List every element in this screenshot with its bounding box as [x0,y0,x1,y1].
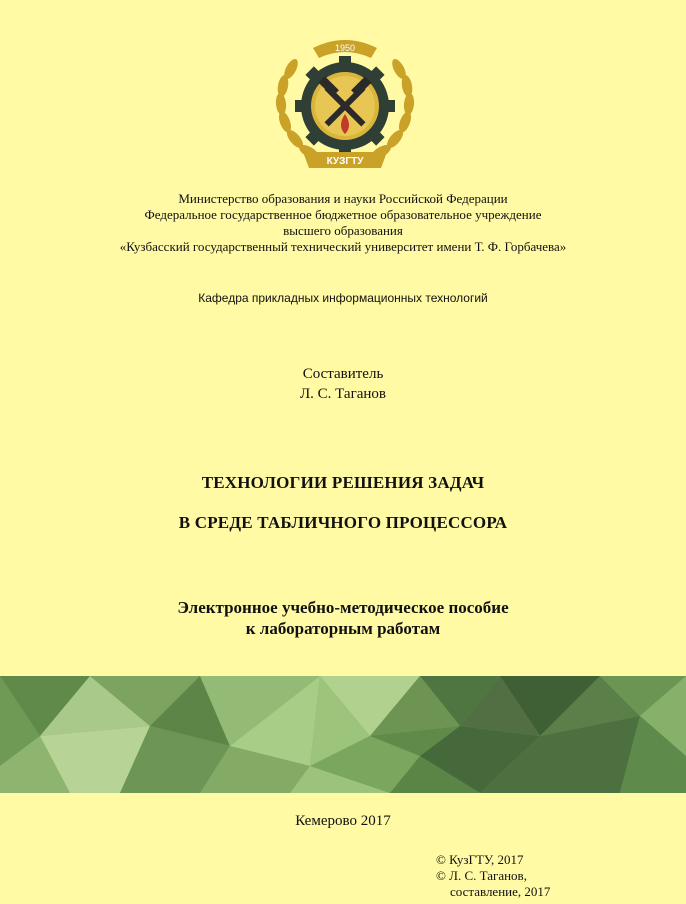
compiler-label: Составитель [302,366,384,382]
emblem-year: 1950 [334,43,356,53]
institution-type-line: Федеральное государственное бюджетное образовательное учреждение [144,207,542,222]
document-title-line1: ТЕХНОЛОГИИ РЕШЕНИЯ ЗАДАЧ [201,473,485,492]
copyright-compilation: составление, 2017 [450,884,551,899]
copyright-author: © Л. С. Таганов, [436,868,527,883]
document-title-line2: В СРЕДЕ ТАБЛИЧНОГО ПРОЦЕССОРА [178,513,508,532]
education-level-line: высшего образования [283,223,403,238]
department-name: Кафедра прикладных информационных технологий [198,291,488,305]
emblem-banner-text: КУЗГТУ [326,156,364,167]
institution-block [0,191,686,255]
copyright-block [436,852,550,900]
decorative-polygon-band [0,676,686,793]
ministry-line: Министерство образования и науки Российской Федерации [178,191,508,206]
university-name-line: «Кузбасский государственный технический университет имени Т. Ф. Горбачева» [119,239,567,254]
city-year: Кемерово 2017 [295,813,391,829]
university-emblem [263,30,427,180]
compiler-block [0,364,686,404]
compiler-name: Л. С. Таганов [299,386,387,402]
subtitle-line2: к лабораторным работам [245,619,441,638]
document-subtitle [0,597,686,639]
copyright-university: © КузГТУ, 2017 [436,852,524,867]
subtitle-line1: Электронное учебно-методическое пособие [177,598,509,617]
